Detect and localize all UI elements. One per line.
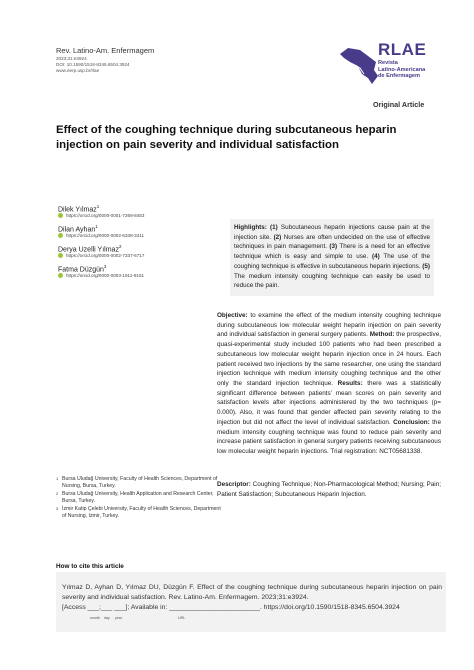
author-name: Dilan Ayhan$^1$ <box>58 224 98 234</box>
citation-line: Yılmaz D, Ayhan D, Yılmaz DU, Düzgün F. Effect of the coughing technique during subcutaneous heparin injection on pain severity and individual satisfaction. Rev. Latino-Am. Enfermagem. 2023;31:e3924. <box>62 584 442 601</box>
affiliation: 1 Bursa Uludağ University, Faculty of Health Sciences, Department of Nursing, Bursa, Turkey. <box>56 476 218 489</box>
journal-name: Rev. Latino-Am. Enfermagem <box>56 46 155 55</box>
highlights-text: Highlights: (1) Subcutaneous heparin injections cause pain at the injection site. (2) Nurses are often undecided on the use of effective techniques in pain management. (3) There is a need for an effective technique which is easy and simple to use. (4) The use of the coughing technique is effective in subcutaneous heparin injections. (5) The medium intensity coughing technique can easily be used to reduce the pain. <box>234 224 431 290</box>
abstract: Objective: to examine the effect of the medium intensity coughing technique during subcutaneous low molecular weight heparin injection on pain severity and individual satisfaction in general surgery patients. Method: the prospective, quasi-experimental study included 100 patients who had been prescribed a subcutaneous low molecular weight heparin injection once in 24 hours. Each patient received two injections by the same researcher, one using the standard injection technique with medium intensity coughing technique and the other only the standard injection technique. Results: there was a statistically significant difference between patients' mean scores on pain severity and satisfaction levels after injections administered by the two techniques (p= 0.000). Also, it was found that gender affected pain severity relating to the injection but did not affect the level of individual satisfaction. Conclusion: the medium intensity coughing technique was found to reduce pain severity and increase patient satisfaction in general surgery patients receiving subcutaneous low molecular weight heparin injections. Trial registration: NCT05681338. <box>217 312 442 456</box>
label-year: year <box>115 616 122 620</box>
logo-sub-1: Revista <box>378 60 398 66</box>
logo-abbr: RLAE <box>378 40 427 59</box>
label-url: URL <box>178 616 186 620</box>
logo-sub-2: Latino-Americana <box>378 66 426 73</box>
citation-text <box>62 583 442 612</box>
author-name: Dilek Yılmaz$^1$ <box>58 204 100 214</box>
orcid-icon <box>58 213 63 218</box>
orcid-link[interactable]: https://orcid.org/0000-0002-6338-3411 <box>58 233 144 238</box>
cite-header: How to cite this article <box>56 563 124 570</box>
orcid-icon <box>58 273 63 278</box>
author-name: Fatma Düzgün$^3$ <box>58 264 107 274</box>
volume-info: 2023;31:e3924 <box>56 56 87 61</box>
orcid-link[interactable]: https://orcid.org/0000-0003-1911-9151 <box>58 273 144 278</box>
article-title: Effect of the coughing technique during subcutaneous heparin injection on pain severity and individual satisfaction <box>56 124 397 151</box>
logo-sub-3: de Enfermagem <box>378 73 420 79</box>
descriptors: Descriptor: Coughing Technique; Non-Pharmacological Method; Nursing; Pain; Patient Satisfaction; Subcutaneous Heparin Injection. <box>217 481 441 498</box>
affiliation: 3 İzmir Katip Çelebi University, Faculty of Health Sciences, Department of Nursing, Izmir, Turkey. <box>56 506 221 519</box>
label-day: day <box>104 616 110 620</box>
doi: DOI: 10.1590/1518-8345.6504.3924 <box>56 62 130 67</box>
author-name: Derya Uzelli Yılmaz$^2$ <box>58 244 122 254</box>
label-month: month <box>90 616 100 620</box>
logo-text <box>378 40 426 80</box>
orcid-icon <box>58 253 63 258</box>
orcid-link[interactable]: https://orcid.org/0000-0002-7337-6717 <box>58 253 144 258</box>
citation-access[interactable]: [Access ___;___ ___]; Available in: ________________________. https://doi.org/10.1590/1518-8345.6504.3924 <box>62 603 400 611</box>
journal-url[interactable]: www.eerp.usp.br/rlae <box>56 68 100 73</box>
affiliation: 2 Bursa Uludağ University, Health Application and Research Center, Bursa, Turkey. <box>56 491 214 504</box>
article-type: Original Article <box>373 100 425 109</box>
orcid-icon <box>58 233 63 238</box>
orcid-link[interactable]: https://orcid.org/0000-0001-7269-8483 <box>58 213 144 218</box>
